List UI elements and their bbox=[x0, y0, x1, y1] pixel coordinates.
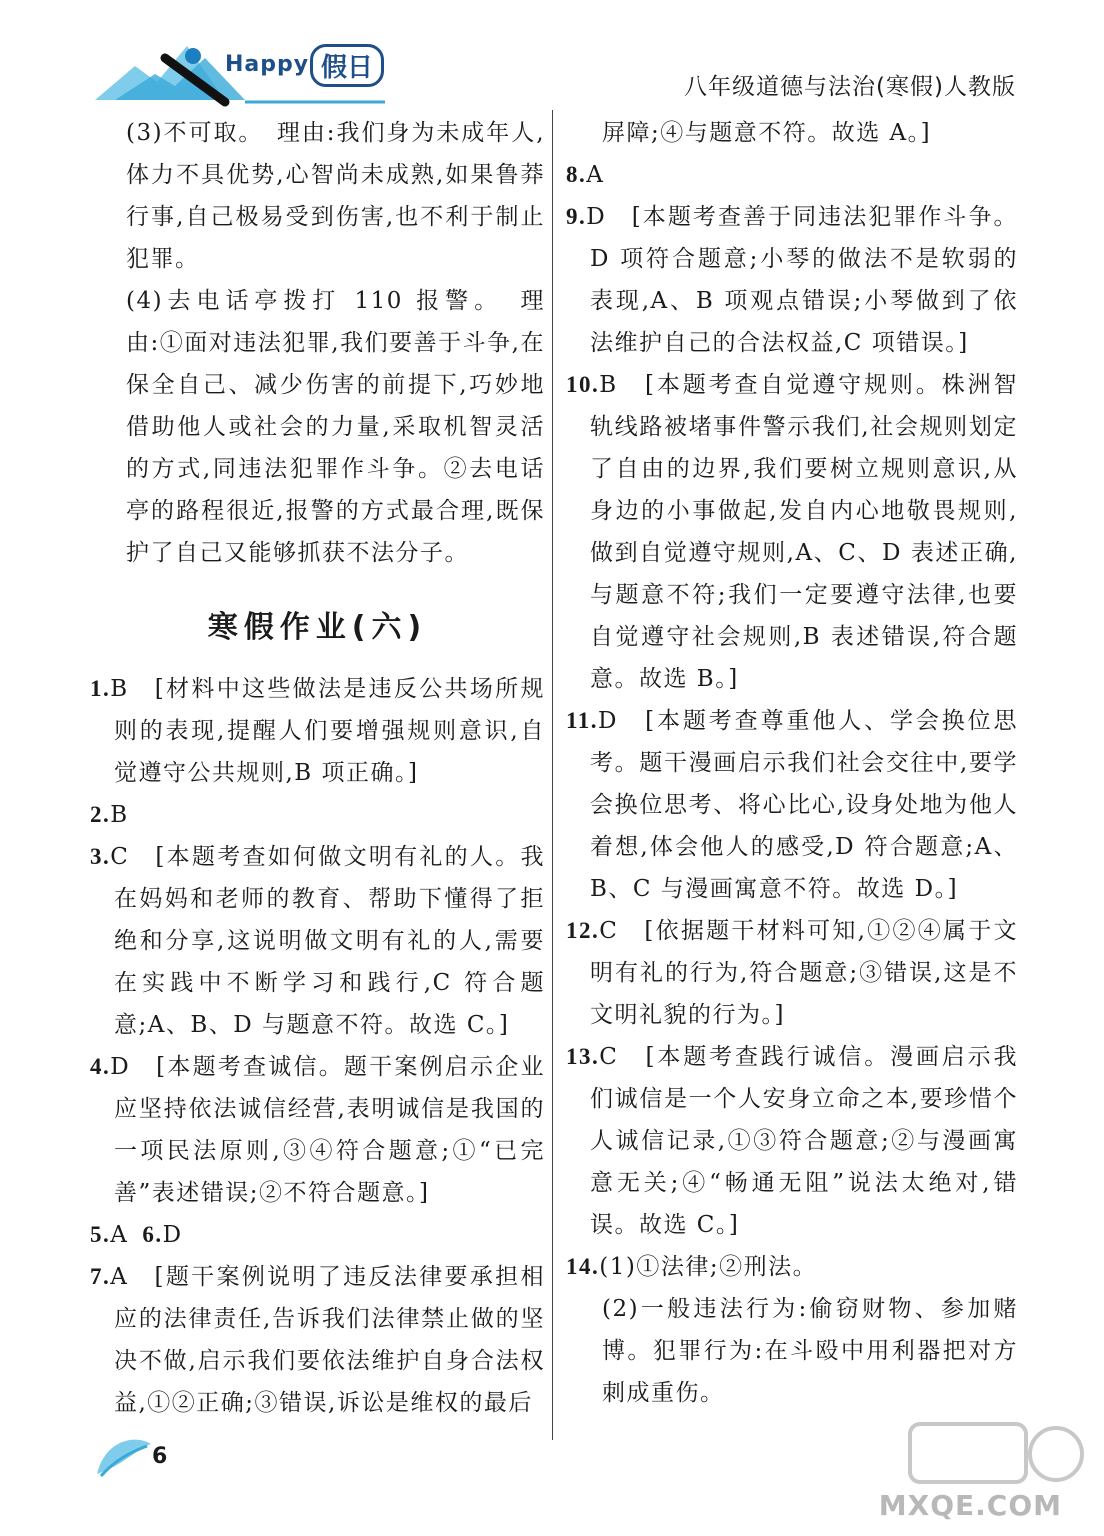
item-text: C [本题考查践行诚信。漫画启示我们诚信是一个人安身立命之本,要珍惜个人诚信记录,①③符合题意;②与漫画寓意无关;④“畅通无阻”说法太绝对,错误。故选 C。] bbox=[590, 1044, 1018, 1238]
item-text: C [依据题干材料可知,①②④属于文明有礼的行为,符合题意;③错误,这是不文明礼貌的行为。] bbox=[590, 918, 1018, 1028]
item-text: (1)①法律;②刑法。 bbox=[599, 1254, 818, 1280]
answer-item bbox=[90, 1046, 545, 1214]
happy-holiday-logo bbox=[95, 38, 395, 108]
logo-happy-text: Happy bbox=[225, 52, 310, 77]
answer-stamp-icon bbox=[906, 1418, 1086, 1498]
item-number: 7. bbox=[90, 1264, 111, 1289]
item-text: A [题干案例说明了违反法律要承担相应的法律责任,告诉我们法律禁止做的坚决不做,启示我们要依法维护自身合法权益,①②正确;③错误,诉讼是维权的最后 bbox=[110, 1264, 545, 1416]
answer-item bbox=[566, 910, 1018, 1036]
answer-item bbox=[566, 364, 1018, 700]
answer-item bbox=[566, 154, 1018, 196]
left-column bbox=[90, 112, 545, 1424]
item-number: 2. bbox=[90, 802, 111, 827]
answer-item bbox=[566, 196, 1018, 364]
answer-item bbox=[90, 668, 545, 794]
item-number: 10. bbox=[566, 372, 600, 397]
answer-item bbox=[90, 794, 545, 836]
item-number: 1. bbox=[90, 676, 111, 701]
page-header bbox=[0, 0, 1104, 115]
item-text: A bbox=[110, 1222, 129, 1248]
item-text: D [本题考查善于同违法犯罪作斗争。D 项符合题意;小琴的做法不是软弱的表现,A、B 项观点错误;小琴做到了依法维护自己的合法权益,C 项错误。] bbox=[586, 204, 1018, 356]
item-number: 8. bbox=[566, 162, 587, 187]
item-text: D bbox=[162, 1222, 183, 1248]
item-text: D [本题考查诚信。题干案例启示企业应坚持依法诚信经营,表明诚信是我国的一项民法原则,③④符合题意;①“已完善”表述错误;②不符合题意。] bbox=[110, 1054, 545, 1206]
answer-continuation: 屏障;④与题意不符。故选 A。] bbox=[602, 120, 932, 146]
item-text: A bbox=[586, 162, 605, 188]
answer-item bbox=[566, 1246, 1018, 1288]
answer-item bbox=[90, 1214, 545, 1256]
logo-holiday-text: 假日 bbox=[310, 44, 384, 87]
book-title: 八年级道德与法治(寒假)人教版 bbox=[684, 74, 1016, 100]
watermark-text: MXQE.COM bbox=[878, 1489, 1062, 1522]
item-text: C [本题考查如何做文明有礼的人。我在妈妈和老师的教育、帮助下懂得了拒绝和分享,这说明做文明有礼的人,需要在实践中不断学习和践行,C 符合题意;A、B、D 与题意不符。故选 C。] bbox=[110, 844, 545, 1038]
page-number: 6 bbox=[152, 1444, 168, 1469]
answer-item bbox=[90, 1256, 545, 1424]
watermark-logo bbox=[878, 1418, 1086, 1530]
item-number: 11. bbox=[566, 708, 598, 733]
item-number: 13. bbox=[566, 1044, 600, 1069]
section-title: 寒假作业(六) bbox=[207, 610, 428, 645]
answer-item bbox=[90, 836, 545, 1046]
answer-paragraph: (2)一般违法行为:偷窃财物、参加赌博。犯罪行为:在斗殴中用利器把对方刺成重伤。 bbox=[602, 1296, 1018, 1406]
answer-item bbox=[566, 700, 1018, 910]
item-number: 12. bbox=[566, 918, 600, 943]
item-text: D [本题考查尊重他人、学会换位思考。题干漫画启示我们社会交往中,要学会换位思考、将心比心,设身处地为他人着想,体会他人的感受,D 符合题意;A、B、C 与漫画寓意不符。故选 D。] bbox=[590, 708, 1018, 902]
leaf-icon bbox=[95, 1430, 155, 1480]
item-number: 14. bbox=[566, 1254, 600, 1279]
item-text: B bbox=[110, 802, 129, 828]
item-number: 5. bbox=[90, 1222, 111, 1247]
column-divider bbox=[552, 110, 553, 1440]
item-number: 4. bbox=[90, 1054, 111, 1079]
right-column bbox=[566, 112, 1018, 1414]
answer-paragraph: (3)不可取。 理由:我们身为未成年人,体力不具优势,心智尚未成熟,如果鲁莽行事,自己极易受到伤害,也不利于制止犯罪。 bbox=[126, 120, 545, 272]
item-number: 9. bbox=[566, 204, 587, 229]
item-text: B [材料中这些做法是违反公共场所规则的表现,提醒人们要增强规则意识,自觉遵守公共规则,B 项正确。] bbox=[110, 676, 545, 786]
item-number: 3. bbox=[90, 844, 111, 869]
item-number: 6. bbox=[142, 1222, 163, 1247]
item-text: B [本题考查自觉遵守规则。株洲智轨线路被堵事件警示我们,社会规则划定了自由的边界,我们要树立规则意识,从身边的小事做起,发自内心地敬畏规则,做到自觉遵守规则,A、C、D 表述正确,与题意不符;我们一定要遵守法律,也要自觉遵守社会规则,B 表述错误,符合题意。故选 B。] bbox=[590, 372, 1018, 692]
answer-item bbox=[566, 1036, 1018, 1246]
answer-paragraph: (4)去电话亭拨打 110 报警。 理由:①面对违法犯罪,我们要善于斗争,在保全自己、减少伤害的前提下,巧妙地借助他人或社会的力量,采取机智灵活的方式,同违法犯罪作斗争。②去电话亭的路程很近,报警的方式最合理,既保护了自己又能够抓获不法分子。 bbox=[126, 288, 545, 566]
